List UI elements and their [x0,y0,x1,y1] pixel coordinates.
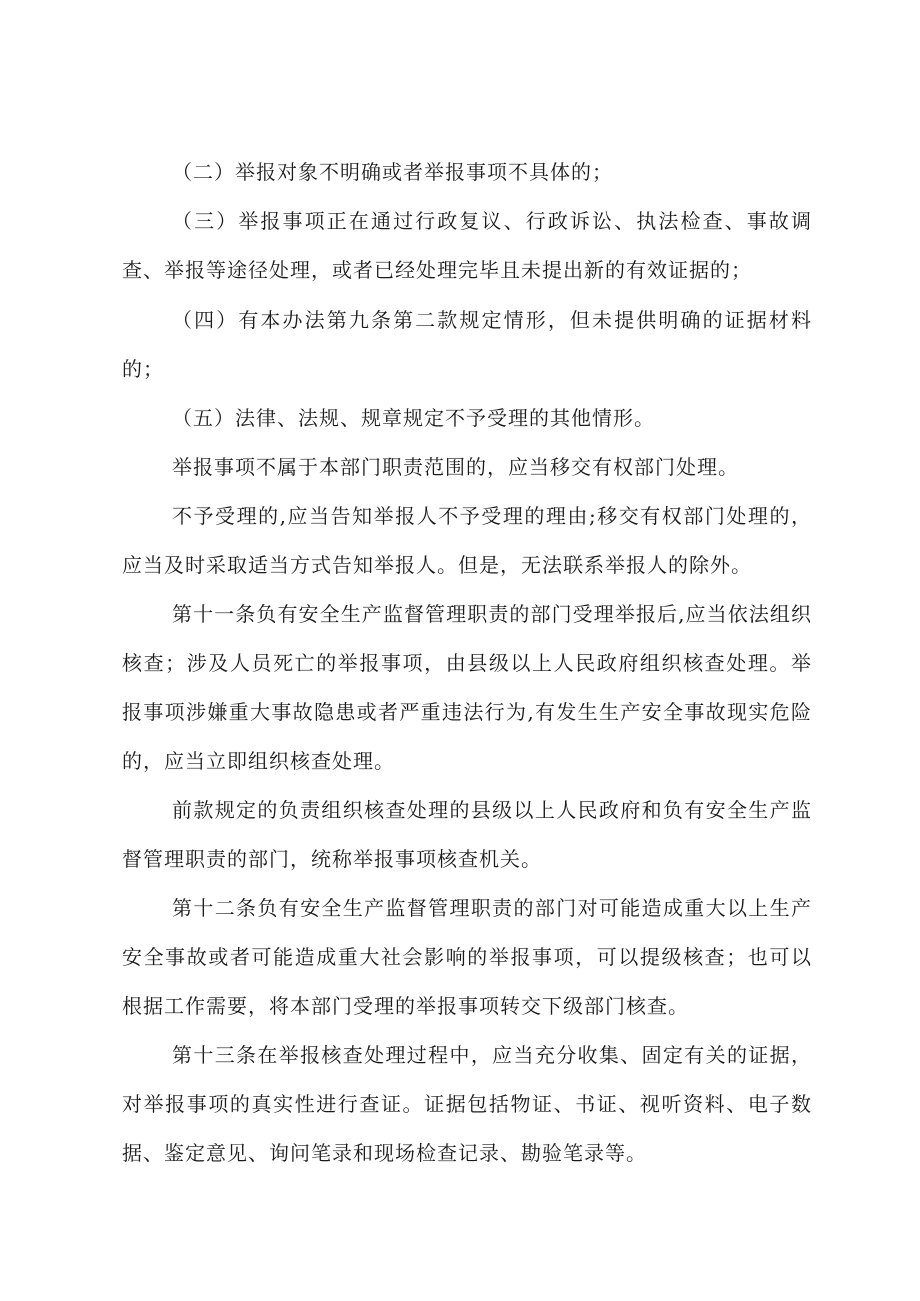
paragraph-item-2: （二）举报对象不明确或者举报事项不具体的； [172,160,613,184]
paragraph-article-13: 第十三条在举报核查处理过程中，应当充分收集、固定有关的证据，对举报事项的真实性进行查证。证据包括物证、书证、视听资料、电子数据、鉴定意见、询问笔录和现场检查记录、勘验笔录等。 [122,1043,812,1165]
paragraph-item-5: （五）法律、法规、规章规定不予受理的其他情形。 [172,406,655,430]
paragraph-definition: 前款规定的负责组织核查处理的县级以上人民政府和负有安全生产监督管理职责的部门，统称举报事项核查机关。 [122,798,812,871]
paragraph-article-12: 第十二条负有安全生产监督管理职责的部门对可能造成重大以上生产安全事故或者可能造成重大社会影响的举报事项，可以提级核查；也可以根据工作需要，将本部门受理的举报事项转交下级部门核查。 [122,896,812,1018]
paragraph-item-3: （三）举报事项正在通过行政复议、行政诉讼、执法检查、事故调查、举报等途径处理，或者已经处理完毕且未提出新的有效证据的； [122,209,812,282]
paragraph-item-4: （四）有本办法第九条第二款规定情形，但未提供明确的证据材料的； [122,308,812,381]
paragraph-transfer: 举报事项不属于本部门职责范围的，应当移交有权部门处理。 [172,455,739,479]
paragraph-notify: 不予受理的,应当告知举报人不予受理的理由;移交有权部门处理的，应当及时采取适当方式告知举报人。但是，无法联系举报人的除外。 [122,504,812,577]
paragraph-article-11: 第十一条负有安全生产监督管理职责的部门受理举报后,应当依法组织核查；涉及人员死亡的举报事项，由县级以上人民政府组织核查处理。举报事项涉嫌重大事故隐患或者严重违法行为,有发生生产安全事故现实危险的，应当立即组织核查处理。 [122,602,812,773]
